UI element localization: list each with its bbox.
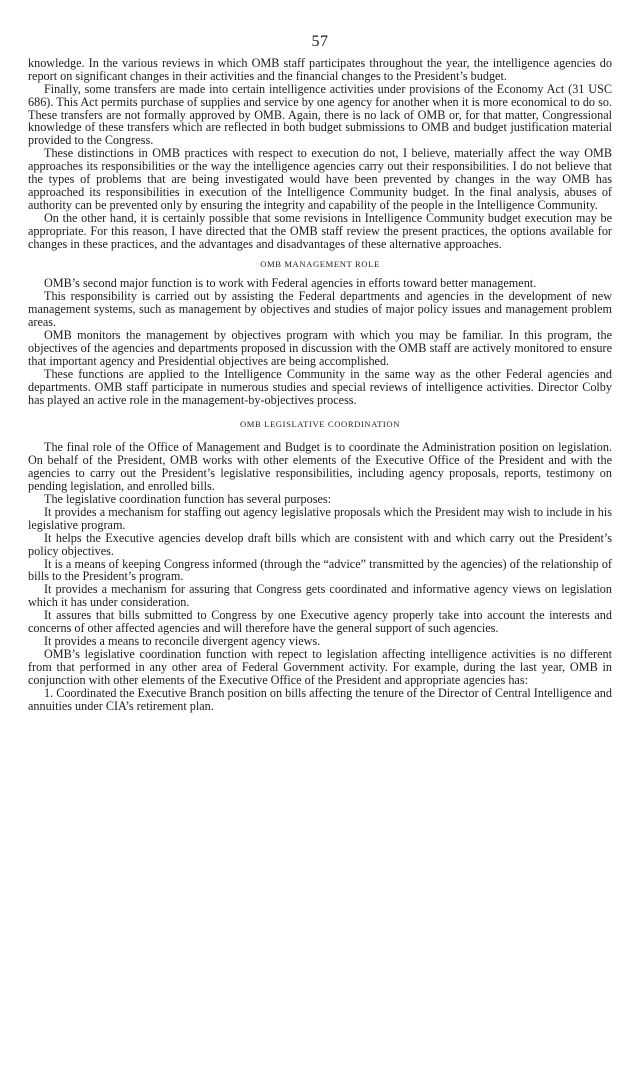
page-number: 57: [311, 33, 329, 50]
paragraph: It is a means of keeping Congress informed (through the “advice” transmitted by the agencies) of the relationship of bills to the President’s program.: [28, 556, 612, 584]
paragraph: It provides a mechanism for assuring that Congress gets coordinated and informative agency views on legislation which it has under consideration.: [28, 582, 612, 610]
paragraph: It provides a mechanism for staffing out agency legislative proposals which the President may wish to include in his legislative program.: [28, 504, 612, 532]
paragraph: OMB’s second major function is to work with Federal agencies in efforts toward better management.: [44, 276, 537, 291]
section-heading-legislative: OMB LEGISLATIVE COORDINATION: [239, 419, 401, 430]
paragraph: It helps the Executive agencies develop draft bills which are consistent with and which carry out the President’s policy objectives.: [28, 530, 612, 558]
paragraph: knowledge. In the various reviews in which OMB staff participates throughout the year, the intelligence agencies do report on significant changes in their activities and the financial changes to the President’s budget.: [28, 55, 612, 83]
paragraph: The final role of the Office of Management and Budget is to coordinate the Administration position on legislation. On behalf of the President, OMB works with other elements of the Executive Office of the President and with the agencies to carry out the President’s legislative responsibilities, including agency proposals, reports, testimony on pending legislation, and enrolled bills.: [28, 440, 612, 494]
document-page: [28, 33, 612, 713]
paragraph: These distinctions in OMB practices with respect to execution do not, I believe, materially affect the way OMB approaches its responsibilities or the way the intelligence agencies carry out their responsibilities. I do not believe that the types of problems that are being investigated would have been prevented by changes in the way OMB has approached its responsibilities in execution of the Intelligence Community budget. In the final analysis, abuses of authority can be prevented only by ensuring the integrity and capability of the people in the Intelligence Community.: [28, 146, 612, 212]
paragraph: On the other hand, it is certainly possible that some revisions in Intelligence Community budget execution may be appropriate. For this reason, I have directed that the OMB staff review the present practices, the options available for changes in these practices, and the advantages and disadvantages of these alternative approaches.: [28, 210, 612, 251]
paragraph: 1. Coordinated the Executive Branch position on bills affecting the tenure of the Director of Central Intelligence and annuities under CIA’s retirement plan.: [28, 685, 612, 713]
paragraph: Finally, some transfers are made into certain intelligence activities under provisions of the Economy Act (31 USC 686). This Act permits purchase of supplies and service by one agency for another when it is more economical to do so. These transfers are not formally approved by OMB. Again, there is no lack of OMB or, for that matter, Congressional knowledge of these transfers which are reflected in both budget submissions to OMB and budget justification material provided to the Congress.: [28, 81, 612, 148]
paragraph: This responsibility is carried out by assisting the Federal departments and agencies in the development of new management systems, such as management by objectives and studies of major policy issues and management problem areas.: [28, 289, 612, 330]
paragraph: The legislative coordination function has several purposes:: [44, 492, 332, 506]
paragraph: OMB monitors the management by objectives program with which you may be familiar. In this program, the objectives of the agencies and departments proposed in discussion with the OMB staff are actively monitored to ensure that important agency and Presidential objectives are being accomplished.: [28, 328, 612, 368]
paragraph: It assures that bills submitted to Congress by one Executive agency properly take into account the interests and concerns of other affected agencies and will therefore have the general support of such agencies.: [28, 608, 612, 636]
paragraph: OMB’s legislative coordination function with repect to legislation affecting intelligence activities is no different from that performed in any other area of Federal Government activity. For example, during the last year, OMB in conjunction with other elements of the Executive Office of the President and appropriate agencies has:: [28, 646, 612, 687]
section-heading-management: OMB MANAGEMENT ROLE: [260, 258, 380, 269]
paragraph: These functions are applied to the Intelligence Community in the same way as the other Federal agencies and departments. OMB staff participate in numerous studies and special reviews of intelligence activities. Director Colby has played an active role in the management-by-objectives process.: [28, 366, 612, 407]
paragraph: It provides a means to reconcile divergent agency views.: [44, 633, 321, 648]
